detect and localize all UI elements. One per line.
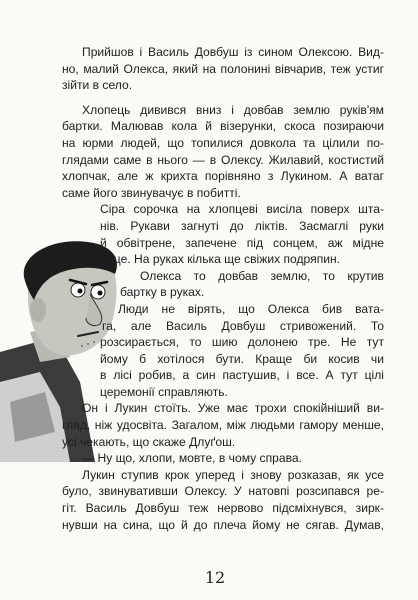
text-line: гіт. Василь Довбуш теж нервово підсміхнувся, зирк- xyxy=(62,501,384,516)
text-line: нувши на сина, що й до плеча йому не сягав. Думав, xyxy=(62,517,384,532)
text-line: — Ну що, хлопи, мовте, в чому справа. xyxy=(82,451,302,466)
text-line: Люди не вірять, що Олекса бив вата- xyxy=(118,301,384,316)
text-line: йому б хотілося бути. Краще би косив чи xyxy=(100,351,384,366)
text-line: хлопчак, але ж крихта порівняно з Лукином. А ватаг xyxy=(62,169,384,184)
text-line: усі чекають, що скаже Длуґош. xyxy=(62,434,236,449)
body-text xyxy=(62,44,384,533)
text-line: бартки. Малював кола й візерунки, скоса позираючи xyxy=(62,119,384,134)
text-line: Сіра сорочка на хлопцеві висіла поверх шта- xyxy=(100,202,384,217)
text-line: Прийшов і Василь Довбуш із сином Олексою. Вид- xyxy=(82,45,384,59)
paragraph-8 xyxy=(62,467,384,533)
paragraph-6 xyxy=(62,400,384,450)
paragraph-7 xyxy=(62,450,384,467)
text-line: Олекса то довбав землю, то крутив xyxy=(140,268,384,283)
text-line: зійти в село. xyxy=(62,78,133,93)
paragraph-4 xyxy=(62,268,384,301)
text-line: глядами саме в нього — в Олексу. Жилавий, костистий xyxy=(62,152,384,167)
text-line: га, але Василь Довбуш стривожений. То xyxy=(102,318,384,333)
paragraph-5 xyxy=(62,301,384,401)
text-line: Он і Лукин стоїть. Уже має трохи спокійніший ви- xyxy=(82,401,384,416)
text-line: но, малий Олекса, який на полонині вівчарив, теж устиг xyxy=(62,61,384,76)
text-line: лице. На руках кілька ще свіжих подряпин. xyxy=(100,252,341,267)
page-number: 12 xyxy=(204,568,226,587)
text-line: в лісі робив, а син пастушив, і все. А тут цілі xyxy=(100,368,384,383)
text-line: на юрми людей, що топилися довкола та цілили по- xyxy=(62,135,384,150)
text-line: розсирається, то шию долонею тре. Не тут xyxy=(100,335,384,350)
paragraph-1 xyxy=(62,44,384,94)
text-line: Лукин ступив крок уперед і знову розказав, як усе xyxy=(82,467,384,482)
paragraph-3 xyxy=(62,201,384,267)
text-line: бартку в руках. xyxy=(120,285,205,300)
text-line: церемонії справляють. xyxy=(100,384,228,399)
text-line: й обвітрене, запечене під сонцем, аж мідне xyxy=(100,235,384,250)
text-line: було, звинувативши Олексу. У натовпі розсипався ре- xyxy=(62,484,384,499)
paragraph-2 xyxy=(62,102,384,202)
text-line: гляд, ніж удосвіта. Загалом, між людьми гамору менше, xyxy=(62,418,384,433)
text-line: нів. Рукави загнуті до ліктів. Засмаглі руки xyxy=(100,218,384,233)
text-line: саме його звинувачує в побитті. xyxy=(62,185,241,200)
text-line: Хлопець дивився вниз і довбав землю руків'ям xyxy=(82,102,384,117)
